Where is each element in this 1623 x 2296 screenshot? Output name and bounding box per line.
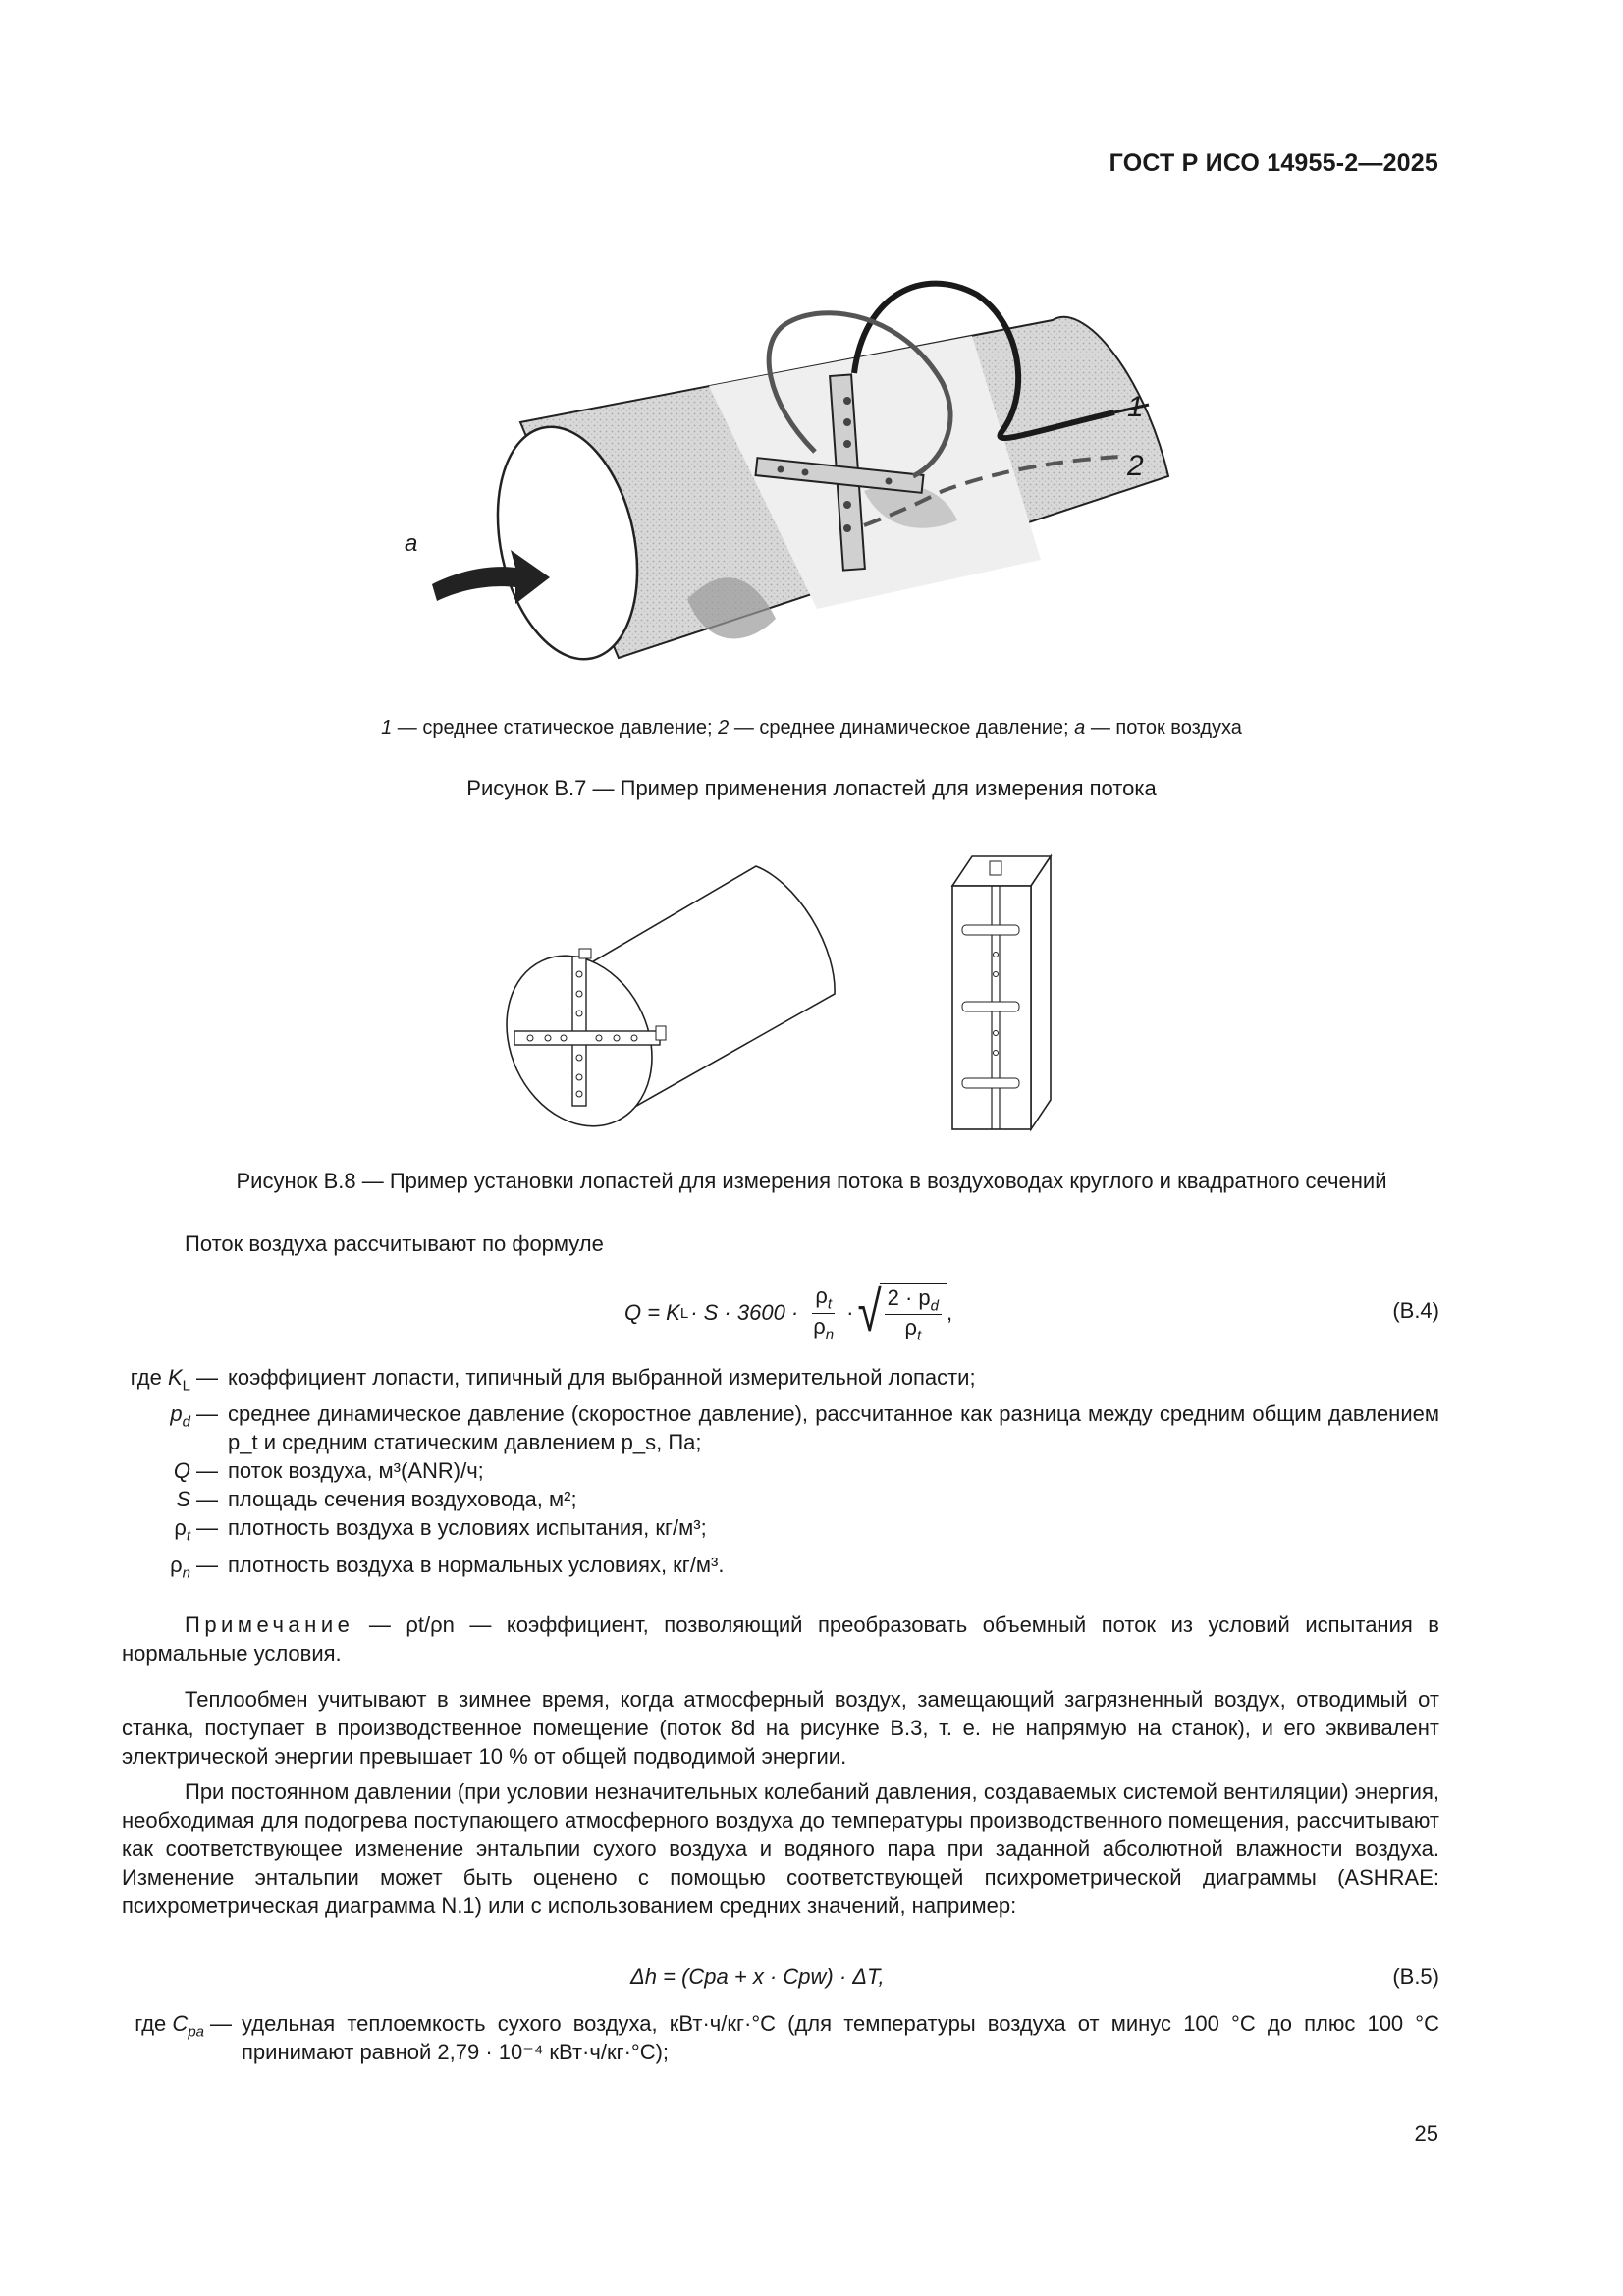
definition-symbol-sub: t [186, 1527, 190, 1545]
formula-b5-number: (В.5) [1392, 1964, 1439, 1989]
formula-b4-lhs-sub: L [679, 1304, 689, 1322]
legend-num-2: 2 [718, 717, 730, 738]
paragraph-constant-pressure: При постоянном давлении (при условии незначительных колебаний давления, создаваемых системой вентиляции) энергия, необходимая для подогрева поступающего атмосферного воздуха до температуры производственного помещения, рассчитывают как соответствующее изменение энтальпии сухого воздуха и водяного пара при заданной абсолютной влажности воздуха. Изменение энтальпии может быть оценено с помощью соответствующей психрометрической диаграммы (ASHRAE: психрометрическая диаграмма N.1) или с использованием средних значений, например: [122, 1779, 1439, 1918]
legend-text-1: — среднее статическое давление; [392, 717, 719, 738]
formula-b4-tail: , [946, 1300, 953, 1325]
definition-text: плотность воздуха в нормальных условиях, кг/м³. [228, 1552, 725, 1577]
definition-text: площадь сечения воздуховода, м²; [228, 1487, 577, 1512]
formula-b4-den1: ρ [813, 1313, 826, 1339]
definition-symbol-sub: L [182, 1377, 190, 1394]
definition-text: коэффициент лопасти, типичный для выбранной измерительной лопасти; [228, 1365, 976, 1390]
definition-row: $p_d$ — среднее динамическое давление (скоростное давление), рассчитанное как разница между средним общим давлением p_t и средним статическим давлением p_s, Па; [170, 1401, 1439, 1455]
definition-row: S — площадь сечения воздуховода, м²; [122, 1485, 1439, 1513]
formula-b4-den1-sub: n [825, 1325, 835, 1342]
figure-b7-caption: Рисунок В.7 — Пример применения лопастей для измерения потока [466, 776, 1157, 800]
legend-num-1: 1 [381, 717, 393, 738]
paragraph-heat-exchange: Теплообмен учитывают в зимнее время, когда атмосферный воздух, замещающий загрязненный воздух, отводимый от станка, поступает в производственное помещение (поток 8d на рисунке В.3, т. е. не напрямую на станок), и его эквивалент электрической энергии превышает 10 % от общей подводимой энергии. [122, 1687, 1439, 1769]
document-code: ГОСТ Р ИСО 14955-2—2025 [1109, 149, 1438, 177]
definitions-b5 [122, 2009, 1439, 2066]
formula-b4-num1-sub: t [827, 1295, 833, 1313]
formula-b4-root-num-sub: d [930, 1297, 939, 1314]
definition-symbol-sub: d [182, 1413, 190, 1431]
definition-text: среднее динамическое давление (скоростное давление), рассчитанное как разница между средним общим давлением p_t и средним статическим давлением p_s, Па; [228, 1401, 1439, 1455]
definition-prefix: где [135, 2011, 173, 2036]
definition-symbol: ρ [174, 1515, 187, 1541]
figure-b8-caption: Рисунок В.8 — Пример установки лопастей для измерения потока в воздуховодах круглого и квадратного сечений [236, 1169, 1387, 1193]
definition-row: $\rho_t$ — плотность воздуха в условиях испытания, кг/м³; [122, 1513, 1439, 1550]
formula-b4-root-den-sub: t [916, 1327, 922, 1344]
definition-symbol: S [176, 1487, 190, 1512]
definition-symbol: p [170, 1401, 183, 1427]
page-number: 25 [1414, 2121, 1438, 2146]
formula-b4-lhs: Q = K [624, 1300, 680, 1325]
definition-text: поток воздуха, м³(ANR)/ч; [228, 1458, 484, 1484]
formula-b4-mid: · S · 3600 · [690, 1300, 799, 1325]
formula-intro: Поток воздуха рассчитывают по формуле [185, 1231, 604, 1256]
definition-symbol-sub: pa [188, 2023, 204, 2041]
definition-symbol-sub: n [182, 1564, 190, 1582]
figure-b7-legend [0, 717, 1623, 739]
definition-symbol: C [172, 2011, 189, 2036]
definition-symbol: ρ [170, 1552, 183, 1577]
formula-b4: Q = K L · S · 3600 · $\rho_t$ $\rho_n$ · √ $2 \cdot p_d$ $\rho_t$ , (В.4) [624, 1281, 1439, 1344]
definition-text: плотность воздуха в условиях испытания, кг/м³; [228, 1515, 707, 1541]
note-text: — ρt/ρn — коэффициент, позволяющий преобразовать объемный поток из условий испытания в нормальные условия. [122, 1613, 1439, 1666]
formula-b4-num1: ρ [815, 1284, 828, 1309]
definition-row: Q — поток воздуха, м³(ANR)/ч; [122, 1456, 1439, 1485]
legend-text-2: — среднее динамическое давление; [729, 717, 1075, 738]
definition-text: удельная теплоемкость сухого воздуха, кВт·ч/кг·°С (для температуры воздуха от минус 100 °С до плюс 100 °С принимают равной 2,79 · 10⁻⁴ кВт·ч/кг·°С); [242, 2011, 1439, 2064]
definition-row: где $C_{pa}$ — удельная теплоемкость сухого воздуха, кВт·ч/кг·°С (для температуры воздуха от минус 100 °С до плюс 100 °С принимают равной 2,79 · 10⁻⁴ кВт·ч/кг·°С); [135, 2011, 1439, 2064]
definition-symbol: K [167, 1365, 183, 1390]
definitions-b4 [122, 1363, 1439, 1587]
figure-b7-label-a: a [405, 530, 418, 557]
formula-b5-text: Δh = (Cpa + x · Cpw) · ΔT, [630, 1964, 885, 1989]
definition-row: где $K_L$ — коэффициент лопасти, типичный для выбранной измерительной лопасти; [122, 1363, 1439, 1399]
figure-b7-label-1: 1 [1127, 391, 1144, 423]
note-head: Примечание [185, 1613, 354, 1637]
legend-num-a: a [1074, 717, 1086, 738]
formula-b4-root-den: ρ [904, 1315, 917, 1339]
legend-text-a: — поток воздуха [1085, 717, 1242, 738]
definition-row: $\rho_n$ — плотность воздуха в нормальных условиях, кг/м³. [122, 1551, 1439, 1587]
formula-b4-root-num: 2 · p [887, 1285, 931, 1310]
note [122, 1611, 1439, 1667]
figure-b8-illustration [501, 847, 1109, 1141]
definition-prefix: где [130, 1365, 168, 1390]
figure-b7-illustration [393, 265, 1276, 687]
formula-b4-number: (В.4) [1392, 1298, 1439, 1323]
definition-symbol: Q [173, 1458, 190, 1484]
figure-b7-label-2: 2 [1127, 450, 1144, 482]
